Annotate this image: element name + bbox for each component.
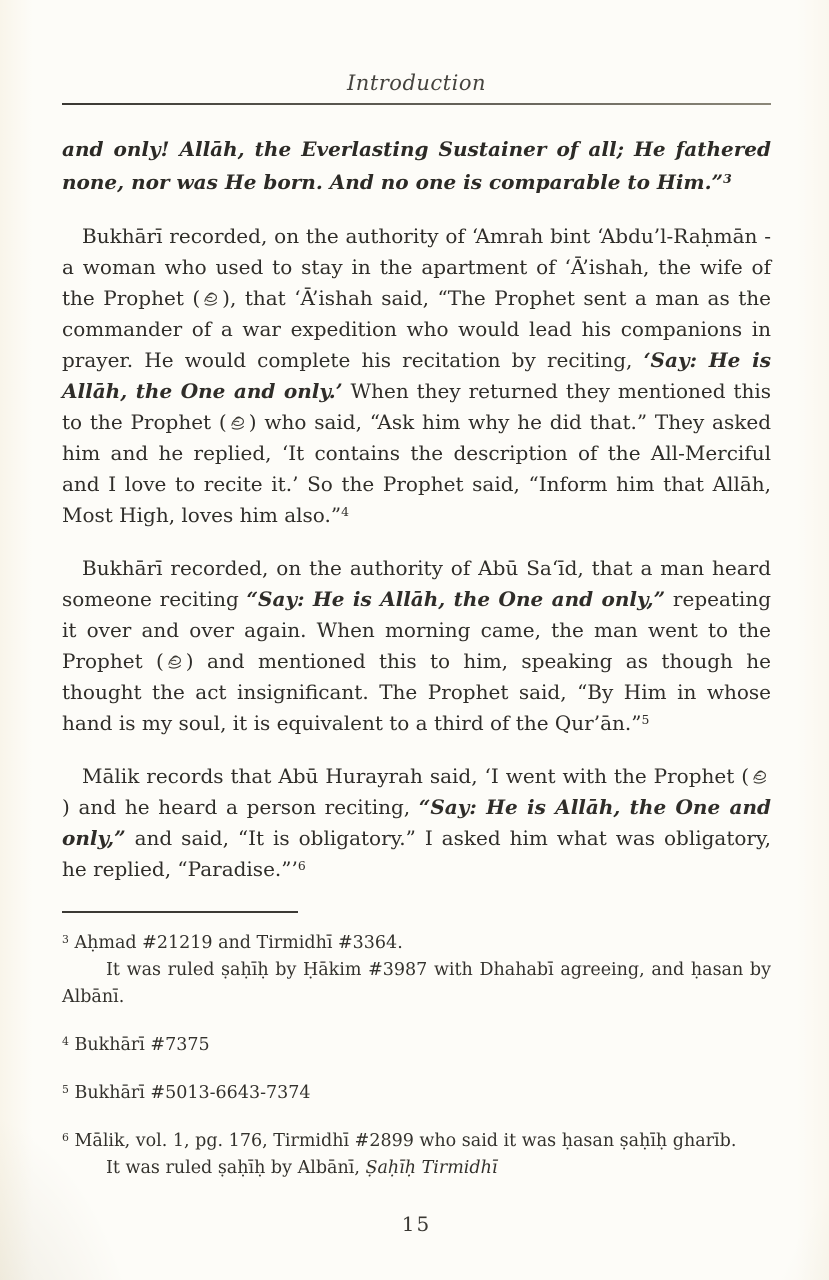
footnote-line — [62, 1128, 771, 1155]
footnote-separator — [62, 911, 298, 913]
text-segment: Ṣaḥīḥ Tirmidhī — [365, 1158, 498, 1178]
text-segment: ), that ‘Ā’ishah said, “The Prophet sent a man as the commander of a war expedition who would lead his companions in prayer. He would complete his recitation by reciting, — [62, 286, 771, 372]
text-segment: 4 — [62, 1034, 69, 1048]
text-segment: It was ruled ṣaḥīḥ by Ḥākim #3987 with Dhahabī agreeing, and ḥasan by Albānī. — [62, 960, 771, 1007]
text-segment: Aḥmad #21219 and Tirmidhī #3364. — [68, 933, 403, 953]
body-paragraph — [62, 221, 771, 531]
body-paragraph — [62, 761, 771, 885]
text-segment: Bukhārī recorded, on the authority of ‘Amrah bint ‘Abdu’l-Raḥmān - a woman who used to stay in the apartment of ‘Ā’ishah, the wife of the Prophet ( — [62, 224, 771, 310]
header-rule — [62, 103, 771, 105]
text-segment: Mālik, vol. 1, pg. 176, Tirmidhī #2899 who said it was ḥasan ṣaḥīḥ gharīb. — [68, 1131, 737, 1151]
body-paragraph — [62, 553, 771, 739]
footnote — [62, 1128, 771, 1182]
footnote-line — [62, 930, 771, 957]
text-segment: Bukhārī #7375 — [68, 1035, 210, 1055]
running-header-title: Introduction — [347, 71, 486, 95]
text-segment: ) and he heard a person reciting, — [62, 795, 419, 819]
footnote-continuation — [62, 1155, 771, 1182]
text-segment: and said, “It is obligatory.” I asked him what was obligatory, he replied, “Paradise.”’ — [62, 826, 771, 881]
text-segment: repeating it over and over again. When morning came, the man went to the Prophet ( — [62, 587, 771, 673]
body-text — [62, 221, 771, 885]
text-segment: 3 — [723, 170, 732, 186]
text-segment: Bukhārī #5013-6643-7374 — [68, 1083, 311, 1103]
pbuh-calligraphy-icon — [165, 652, 185, 672]
text-segment: ‘Say: He is Allāh, the One and only.’ — [62, 348, 771, 403]
text-segment: 6 — [62, 1130, 69, 1144]
text-segment: “Say: He is Allāh, the One and only,” — [246, 587, 666, 611]
footnote-continuation — [62, 957, 771, 1011]
page-header — [62, 70, 771, 105]
opening-quote — [62, 133, 771, 199]
text-segment: Bukhārī recorded, on the authority of Abū Sa‘īd, that a man heard someone reciting — [62, 556, 771, 611]
text-segment: 6 — [297, 857, 306, 873]
text-segment: 3 — [62, 932, 69, 946]
footnote — [62, 930, 771, 1011]
pbuh-calligraphy-icon — [228, 413, 248, 433]
footnotes-section — [62, 930, 771, 1182]
text-segment: ) who said, “Ask him why he did that.” They asked him and he replied, ‘It contains the description of the All-Merciful and I love to recite it.’ So the Prophet said, “Inform him that Allāh, Most High, loves him also.” — [62, 410, 772, 527]
footnote-line — [62, 1080, 771, 1107]
pbuh-calligraphy-icon — [201, 289, 221, 309]
text-segment: It was ruled ṣaḥīḥ by Albānī, — [106, 1158, 366, 1178]
text-segment: ) and mentioned this to him, speaking as though he thought the act insignificant. The Prophet said, “By Him in whose hand is my soul, it is equivalent to a third of the Qur’ān.” — [62, 649, 771, 735]
page-number: 15 — [401, 1212, 432, 1236]
text-segment: When they returned they mentioned this to the Prophet ( — [62, 379, 771, 434]
footnote — [62, 1080, 771, 1107]
text-segment: 5 — [641, 711, 650, 727]
text-segment: and only! Allāh, the Everlasting Sustainer of all; He fathered none, nor was He born. And no one is comparable to Him.” — [62, 137, 771, 194]
text-segment: “Say: He is Allāh, the One and only,” — [62, 795, 771, 850]
pbuh-calligraphy-icon — [750, 767, 770, 787]
footnote — [62, 1032, 771, 1059]
text-segment: 5 — [62, 1082, 69, 1096]
footnote-line — [62, 1032, 771, 1059]
text-segment: 4 — [341, 503, 349, 519]
text-segment: Mālik records that Abū Hurayrah said, ‘I went with the Prophet ( — [82, 764, 749, 788]
